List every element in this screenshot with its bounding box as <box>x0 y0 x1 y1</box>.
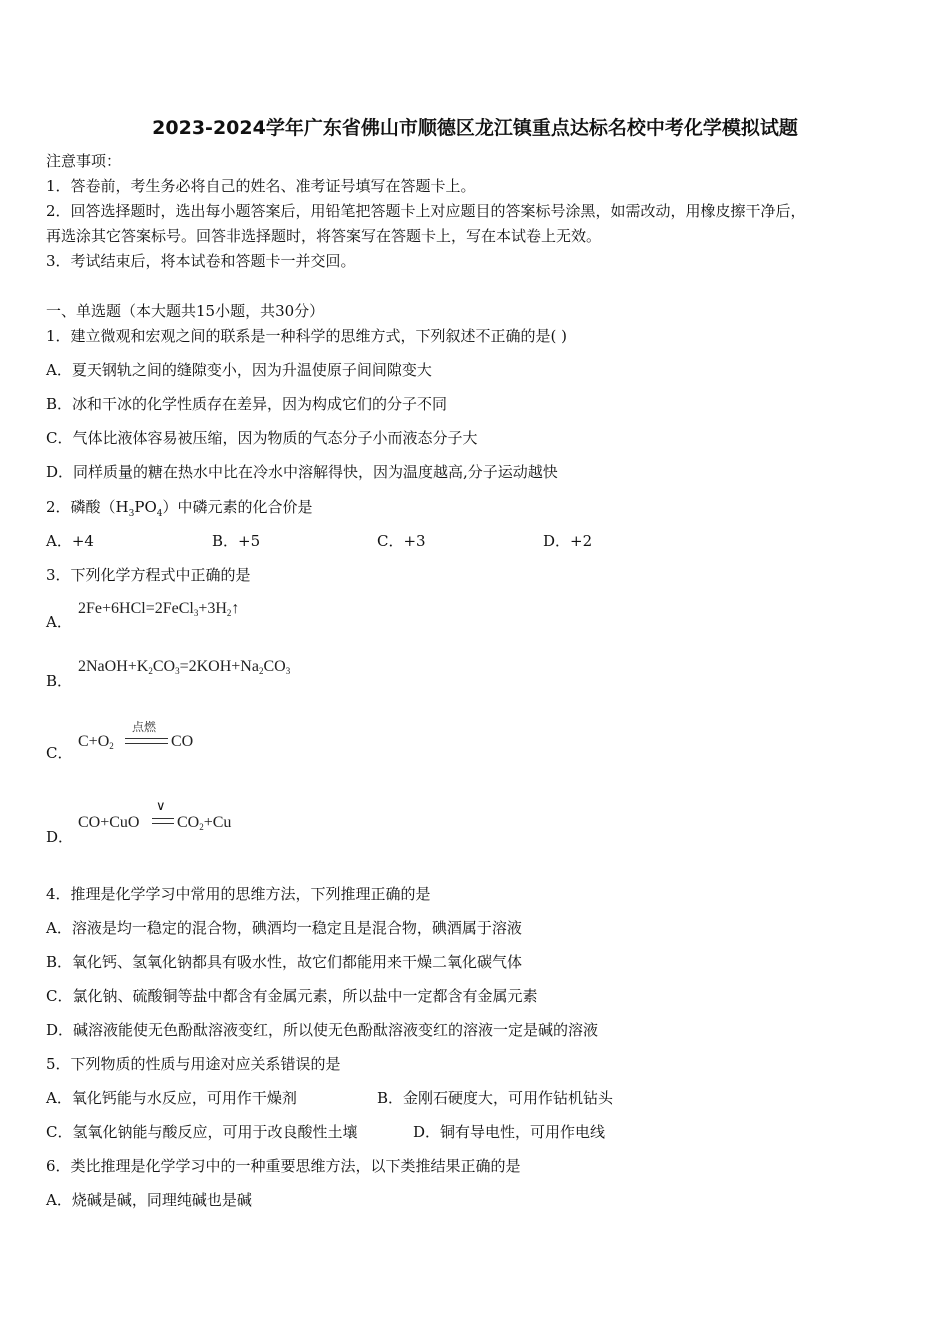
q1-option-b: B．冰和干冰的化学性质存在差异，因为构成它们的分子不同 <box>46 395 448 413</box>
q5-option-d: D．铜有导电性，可用作电线 <box>413 1123 606 1141</box>
q3-equation-c-left: $C+O_2$ <box>78 733 114 751</box>
q1-option-c: C．气体比液体容易被压缩，因为物质的气态分子小而液态分子大 <box>46 429 478 447</box>
notice-item-2-cont: 再选涂其它答案标号。回答非选择题时，将答案写在答题卡上，写在本试卷上无效。 <box>46 227 602 245</box>
q4-option-b: B．氧化钙、氢氧化钠都具有吸水性，故它们都能用来干燥二氧化碳气体 <box>46 953 523 971</box>
q3-c-condition: 点燃 <box>132 720 157 734</box>
q4-stem: 4．推理是化学学习中常用的思维方法，下列推理正确的是 <box>46 885 431 903</box>
q3-equation-a: $2Fe+6HCl=2FeCl_3+3H_2↑$ <box>78 600 240 618</box>
q2-option-c: C．+3 <box>377 532 426 550</box>
q2-option-a: A．+4 <box>46 532 94 550</box>
notice-heading: 注意事项： <box>46 152 122 170</box>
notice-item-2: 2．回答选择题时，选出每小题答案后，用铅笔把答题卡上对应题目的答案标号涂黑，如需改动，用橡皮擦干净后， <box>46 202 806 220</box>
q3-label-d: D． <box>46 828 74 846</box>
q3-label-c: C． <box>46 744 73 762</box>
q2-option-d: D．+2 <box>543 532 593 550</box>
q2-option-b: B．+5 <box>212 532 261 550</box>
q1-option-d: D．同样质量的糖在热水中比在冷水中溶解得快，因为温度越高,分子运动越快 <box>46 463 558 481</box>
q3-equation-d-right: $CO_2+Cu$ <box>177 814 232 832</box>
q5-option-c: C．氢氧化钠能与酸反应，可用于改良酸性土壤 <box>46 1123 358 1141</box>
notice-item-3: 3．考试结束后，将本试卷和答题卡一并交回。 <box>46 252 356 270</box>
q5-option-b: B．金刚石硬度大，可用作钻机钻头 <box>377 1089 614 1107</box>
q5-stem: 5．下列物质的性质与用途对应关系错误的是 <box>46 1055 341 1073</box>
q1-option-a: A．夏天钢轨之间的缝隙变小，因为升温使原子间间隙变大 <box>46 361 432 379</box>
q3-label-a: A． <box>46 613 72 631</box>
q3-equation-d-left: CO+CuO <box>78 814 140 831</box>
q4-option-a: A．溶液是均一稳定的混合物，碘酒均一稳定且是混合物，碘酒属于溶液 <box>46 919 522 937</box>
q3-stem: 3．下列化学方程式中正确的是 <box>46 566 251 584</box>
notice-item-1: 1．答卷前，考生务必将自己的姓名、准考证号填写在答题卡上。 <box>46 177 476 195</box>
q3-d-equals-sign <box>152 818 174 824</box>
q3-d-heat-symbol: ∨ <box>156 799 166 814</box>
q3-c-equals-sign <box>125 738 168 744</box>
q2-stem: 2．磷酸$(H_3PO_4)$中磷元素的化合价是 <box>46 498 313 519</box>
q1-stem: 1．建立微观和宏观之间的联系是一种科学的思维方式，下列叙述不正确的是( ) <box>46 327 568 345</box>
section-heading: 一、单选题（本大题共15小题，共30分） <box>46 302 325 320</box>
q6-option-a: A．烧碱是碱，同理纯碱也是碱 <box>46 1191 252 1209</box>
page-title: 2023-2024学年广东省佛山市顺德区龙江镇重点达标名校中考化学模拟试题 <box>152 117 798 139</box>
q3-equation-b: $2NaOH+K_2CO_3=2KOH+Na_2CO_3$ <box>78 658 291 676</box>
q5-option-a: A．氧化钙能与水反应，可用作干燥剂 <box>46 1089 297 1107</box>
q4-option-c: C．氯化钠、硫酸铜等盐中都含有金属元素，所以盐中一定都含有金属元素 <box>46 987 538 1005</box>
q4-option-d: D．碱溶液能使无色酚酞溶液变红，所以使无色酚酞溶液变红的溶液一定是碱的溶液 <box>46 1021 599 1039</box>
q3-label-b: B． <box>46 672 73 690</box>
q6-stem: 6．类比推理是化学学习中的一种重要思维方法，以下类推结果正确的是 <box>46 1157 521 1175</box>
q3-equation-c-right: CO <box>171 733 194 750</box>
